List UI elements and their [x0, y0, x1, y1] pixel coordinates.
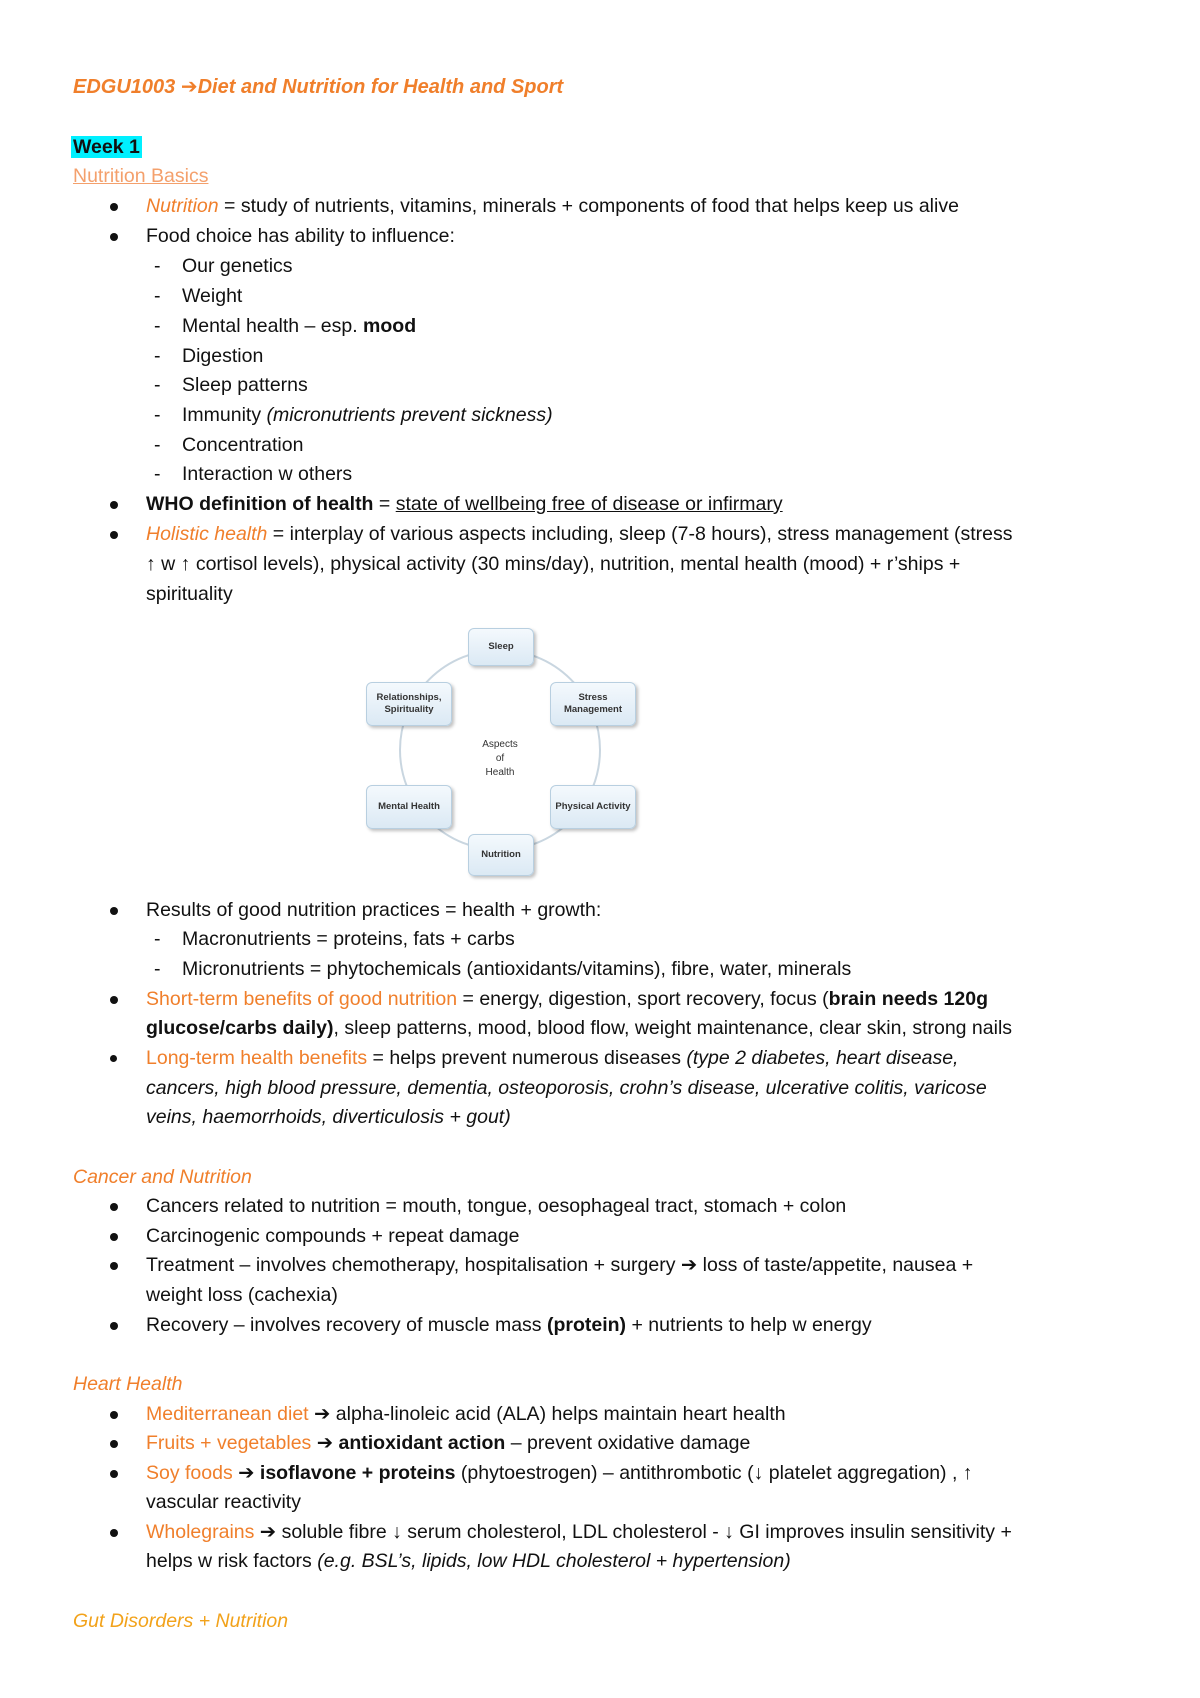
list-item: Nutrition = study of nutrients, vitamins, minerals + components of food that helps keep us alive [146, 195, 959, 217]
section-heading-nutrition-basics: Nutrition Basics [73, 165, 209, 187]
dash-icon: - [154, 958, 161, 980]
list-item: WHO definition of health = state of wellbeing free of disease or infirmary [146, 493, 783, 515]
bullet-icon [110, 1470, 118, 1478]
sub-list-item: Immunity (micronutrients prevent sickness) [182, 404, 553, 426]
dash-icon: - [154, 315, 161, 337]
list-item: Mediterranean diet ➔ alpha-linoleic acid (ALA) helps maintain heart health [146, 1403, 786, 1425]
list-item-continuation: helps w risk factors (e.g. BSL’s, lipids, low HDL cholesterol + hypertension) [146, 1550, 791, 1572]
bullet-icon [110, 1233, 118, 1241]
section-heading-cancer: Cancer and Nutrition [73, 1166, 252, 1188]
dash-icon: - [154, 434, 161, 456]
document-title [73, 72, 563, 102]
week-heading: Week 1 [73, 136, 140, 158]
diagram-node-sleep: Sleep [468, 628, 534, 666]
sub-list-item: Mental health – esp. mood [182, 315, 417, 337]
arrow-icon: ➔ [180, 76, 198, 98]
sub-list-item: Macronutrients = proteins, fats + carbs [182, 928, 515, 950]
bullet-icon [110, 1411, 118, 1419]
diagram-node-physical-activity: Physical Activity [550, 785, 636, 829]
diagram-center-label: Aspects of Health [482, 739, 518, 778]
dash-icon: - [154, 374, 161, 396]
course-title: Diet and Nutrition for Health and Sport [197, 76, 564, 98]
list-item-continuation: veins, haemorrhoids, diverticulosis + gout) [146, 1106, 511, 1128]
list-item: Wholegrains ➔ soluble fibre ↓ serum cholesterol, LDL cholesterol - ↓ GI improves insulin sensitivity + [146, 1521, 1012, 1543]
section-heading-heart: Heart Health [73, 1373, 183, 1395]
dash-icon: - [154, 255, 161, 277]
list-item-continuation: glucose/carbs daily), sleep patterns, mood, blood flow, weight maintenance, clear skin, strong nails [146, 1017, 1013, 1039]
list-item: Carcinogenic compounds + repeat damage [146, 1225, 520, 1247]
dash-icon: - [154, 928, 161, 950]
list-item: Results of good nutrition practices = health + growth: [146, 899, 602, 921]
list-item: Holistic health = interplay of various aspects including, sleep (7-8 hours), stress management (stress [146, 523, 1013, 545]
bullet-icon [110, 531, 118, 539]
bullet-icon [110, 1055, 117, 1062]
list-item-continuation: cancers, high blood pressure, dementia, osteoporosis, crohn’s disease, ulcerative colitis, varicose [146, 1077, 987, 1099]
bullet-icon [110, 233, 118, 241]
diagram-node-stress: Stress Management [550, 682, 636, 726]
list-item-continuation: vascular reactivity [146, 1491, 301, 1513]
bullet-icon [110, 203, 118, 211]
bullet-icon [110, 1440, 118, 1448]
list-item-continuation: ↑ w ↑ cortisol levels), physical activity (30 mins/day), nutrition, mental health (mood) + r’ships + [146, 553, 961, 575]
bullet-icon [110, 1203, 118, 1211]
list-item-continuation: spirituality [146, 583, 233, 605]
list-item: Recovery – involves recovery of muscle mass (protein) + nutrients to help w energy [146, 1314, 872, 1336]
list-item: Soy foods ➔ isoflavone + proteins (phytoestrogen) – antithrombotic (↓ platelet aggregation) , ↑ [146, 1462, 973, 1484]
dash-icon: - [154, 404, 161, 426]
bullet-icon [110, 1262, 118, 1270]
sub-list-item: Weight [182, 285, 243, 307]
list-item: Long-term health benefits = helps prevent numerous diseases (type 2 diabetes, heart disease, [146, 1047, 959, 1069]
sub-list-item: Our genetics [182, 255, 293, 277]
list-item: Fruits + vegetables ➔ antioxidant action – prevent oxidative damage [146, 1432, 751, 1454]
list-item-continuation: weight loss (cachexia) [146, 1284, 338, 1306]
sub-list-item: Interaction w others [182, 463, 353, 485]
sub-list-item: Sleep patterns [182, 374, 308, 396]
list-item: Short-term benefits of good nutrition = energy, digestion, sport recovery, focus (brain needs 120g [146, 988, 988, 1010]
list-item: Cancers related to nutrition = mouth, tongue, oesophageal tract, stomach + colon [146, 1195, 847, 1217]
bullet-icon [110, 1322, 118, 1330]
course-code: EDGU1003 [73, 76, 176, 98]
bullet-icon [110, 1529, 118, 1537]
list-item: Food choice has ability to influence: [146, 225, 455, 247]
bullet-icon [110, 501, 118, 509]
dash-icon: - [154, 463, 161, 485]
bullet-icon [110, 907, 118, 915]
list-item: Treatment – involves chemotherapy, hospitalisation + surgery ➔ loss of taste/appetite, nausea + [146, 1254, 974, 1276]
sub-list-item: Concentration [182, 434, 304, 456]
diagram-node-nutrition: Nutrition [468, 834, 534, 876]
sub-list-item: Micronutrients = phytochemicals (antioxidants/vitamins), fibre, water, minerals [182, 958, 852, 980]
dash-icon: - [154, 345, 161, 367]
bullet-icon [110, 996, 118, 1004]
diagram-node-relationships: Relationships, Spirituality [366, 682, 452, 726]
aspects-of-health-diagram [360, 620, 650, 885]
diagram-node-mental-health: Mental Health [366, 785, 452, 829]
dash-icon: - [154, 285, 161, 307]
section-heading-gut: Gut Disorders + Nutrition [73, 1610, 289, 1632]
sub-list-item: Digestion [182, 345, 264, 367]
